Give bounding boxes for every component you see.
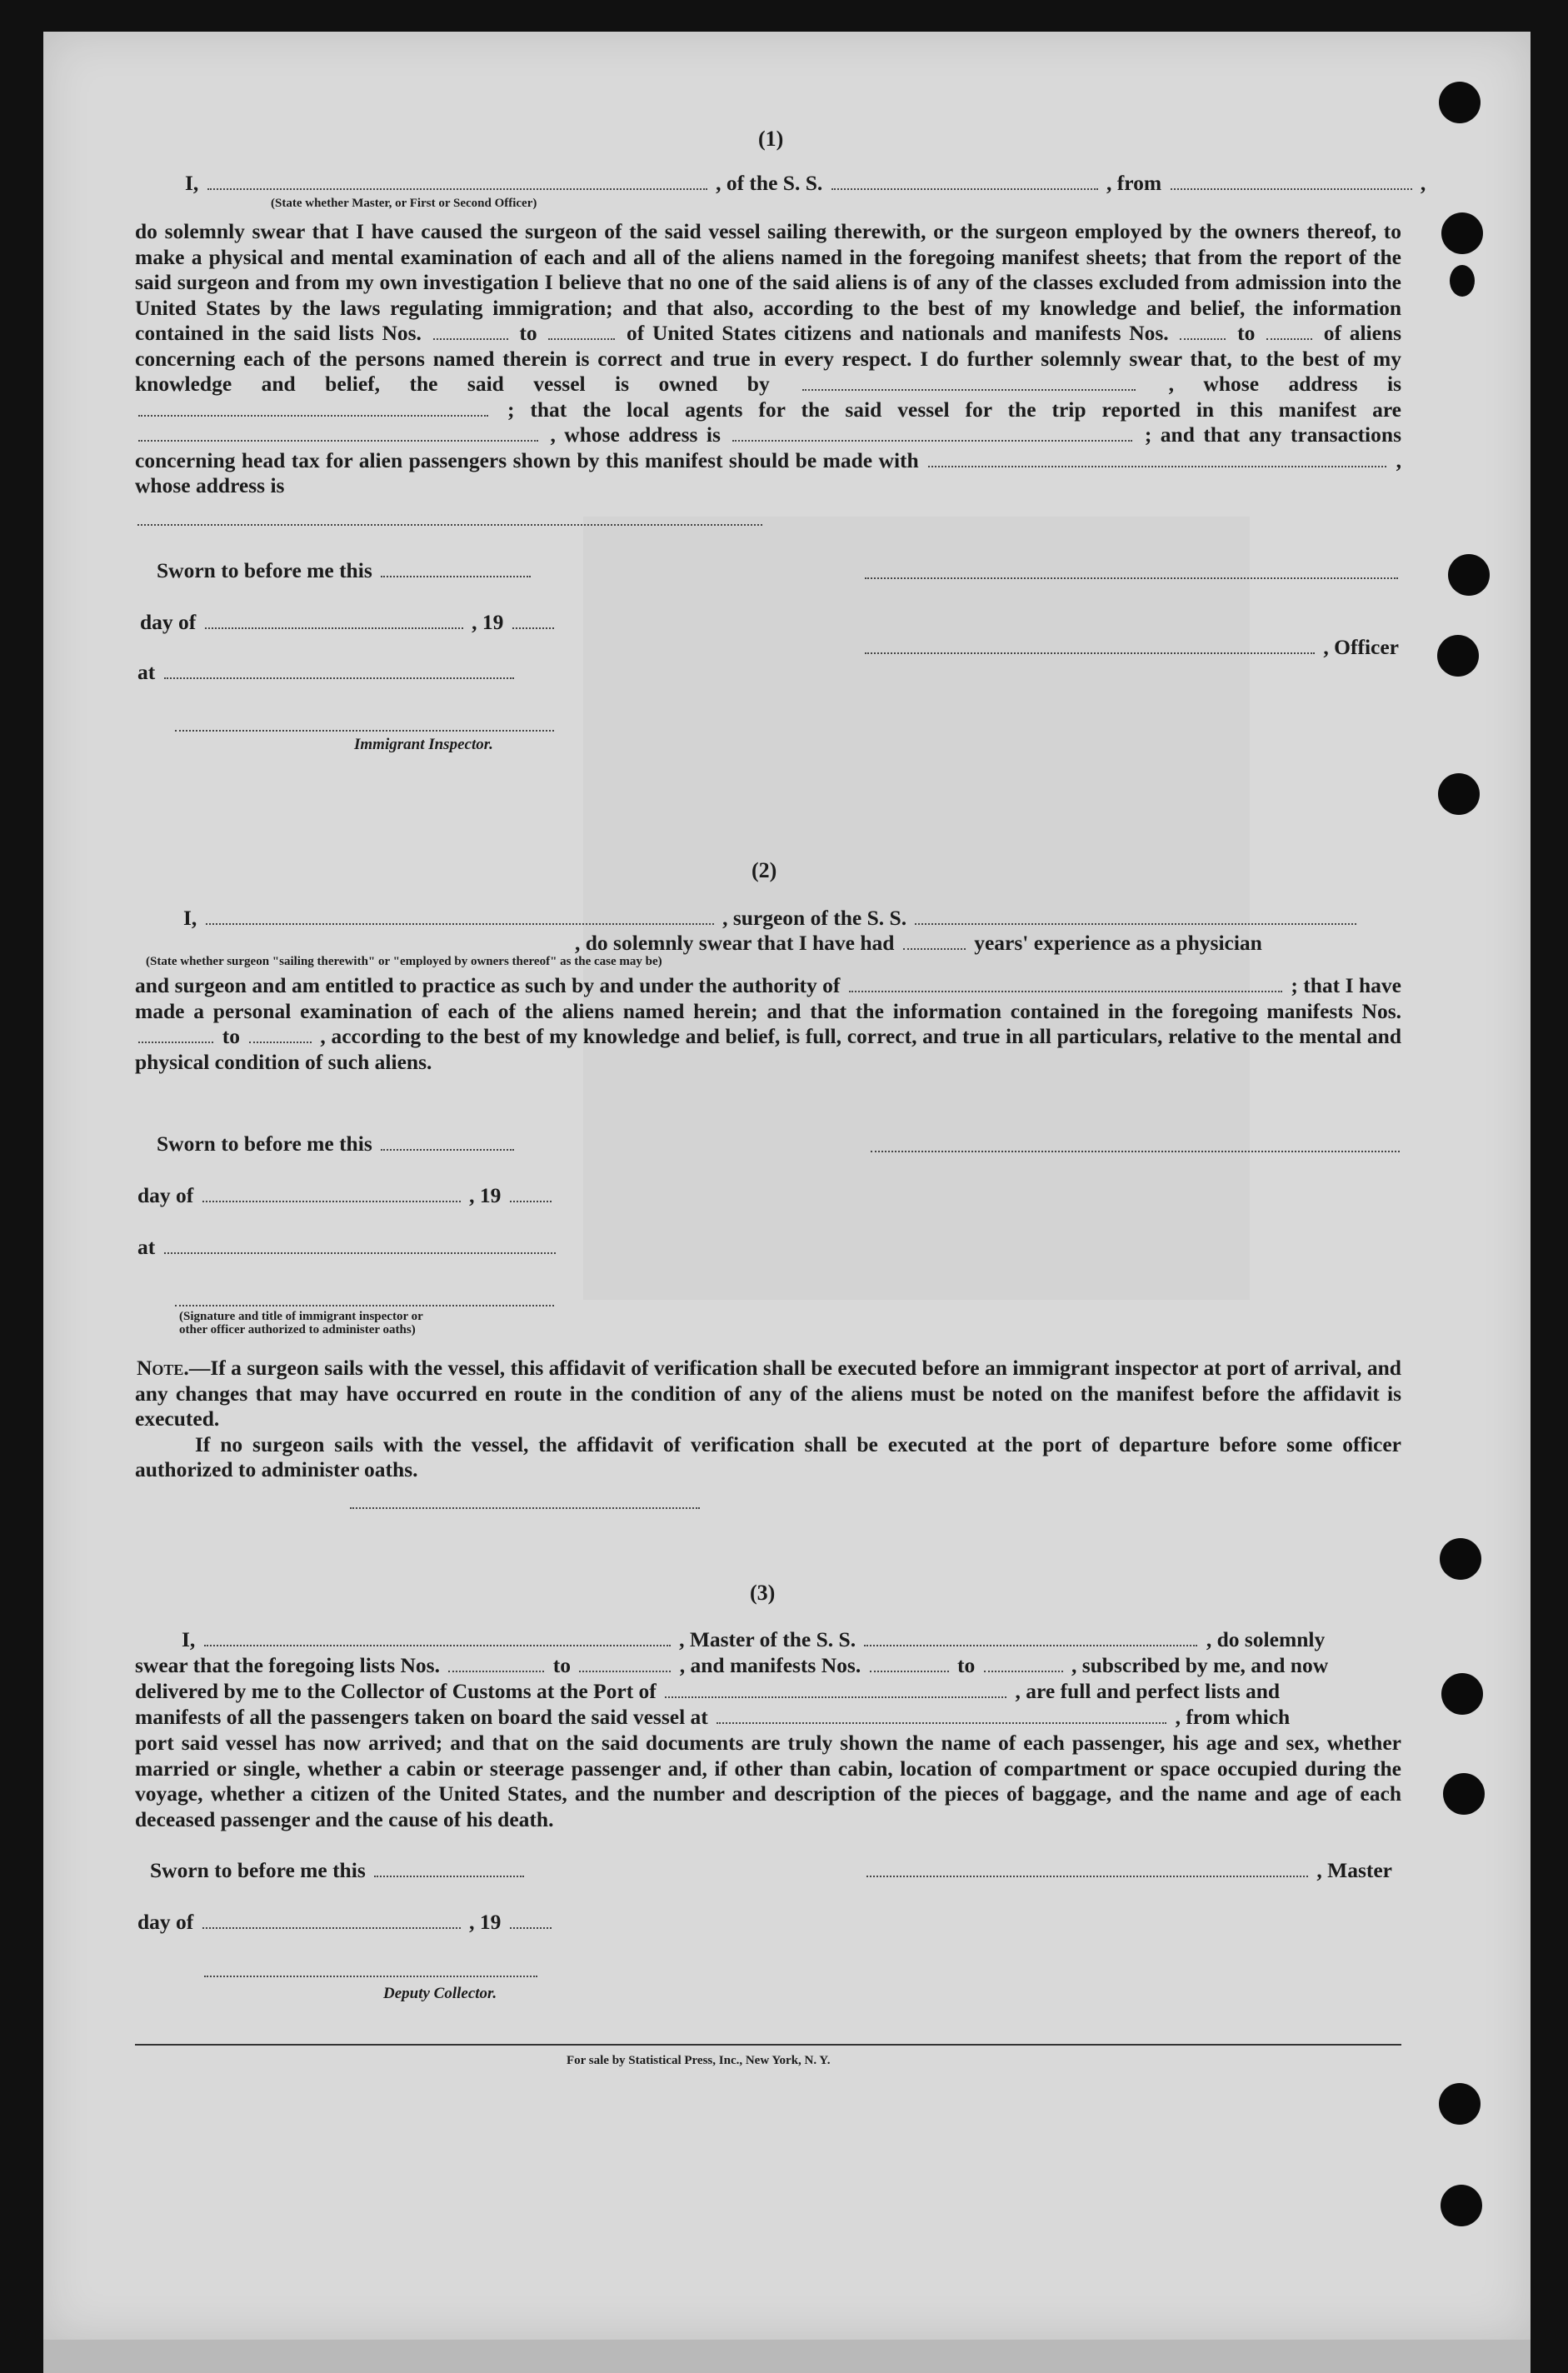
boarding-port-field[interactable] (717, 1721, 1166, 1724)
punch-hole (1441, 212, 1483, 254)
month-field[interactable] (205, 627, 463, 629)
signature-caption-2: other officer authorized to administer oaths) (179, 1323, 416, 1336)
punch-hole (1440, 1538, 1481, 1580)
officer-title-field[interactable] (865, 652, 1315, 654)
collector-port-field[interactable] (665, 1696, 1006, 1698)
manifests-from-field[interactable] (870, 1670, 949, 1672)
punch-hole (1438, 773, 1480, 815)
month-field-2[interactable] (202, 1200, 461, 1202)
section-2-number: (2) (752, 858, 777, 882)
section-1-line-1: I, , of the S. S. , from , (185, 171, 1426, 195)
note-label: Note. (137, 1356, 189, 1380)
authority-field[interactable] (849, 990, 1282, 992)
inspector-signature-line[interactable] (175, 729, 554, 732)
inspector-caption: Immigrant Inspector. (354, 736, 493, 753)
surgeon-name-field[interactable] (206, 922, 714, 925)
signature-caption-1: (Signature and title of immigrant inspector or (179, 1310, 423, 1323)
punch-hole (1443, 1773, 1485, 1815)
section-2-line-1: I, , surgeon of the S. S. (183, 906, 1360, 931)
alien-manifest-from-field[interactable] (1180, 337, 1226, 340)
local-agents-field[interactable] (138, 439, 538, 442)
location-field-2[interactable] (164, 1251, 556, 1254)
owner-address-field[interactable] (138, 414, 488, 417)
lists-to-field[interactable] (579, 1670, 671, 1672)
punch-hole (1441, 2185, 1482, 2226)
punch-hole (1439, 82, 1481, 123)
at-row-2: at (137, 1235, 559, 1260)
master-vessel-field[interactable] (864, 1644, 1197, 1646)
section-1-body: do solemnly swear that I have caused the surgeon of the said vessel sailing therewith, or the surgeon employed by the owners thereof, to make a physical and mental examination of each and all of the aliens named in the foregoing manifest sheets; that from the report of the said surgeon and from my own investigation I believe that no one of the said aliens is of any of the classes excluded from admission into the United States by the laws regulating immigration; and that also, according to the best of my knowledge and belief, the information contained in the said lists Nos. to of United States citizens and nationals and manifests Nos. to of aliens concerning each of the persons named therein is correct and true in every respect. I do further solemnly swear that, to the best of my knowledge and belief, the said vessel is owned by , whose address is ; that the local agents for the said vessel for the trip reported in this manifest are , whose address is ; and that any transactions concerning head tax for alien passengers shown by this manifest should be made with , whose address is (135, 219, 1402, 497)
section-3-line-3: delivered by me to the Collector of Customs at the Port of , are full and perfect lists and (135, 1679, 1281, 1703)
page-edge (43, 2340, 1531, 2373)
year-field-2[interactable] (510, 1200, 552, 1202)
section-3-line-1: I, , Master of the S. S. , do solemnly (182, 1627, 1326, 1651)
sworn-row-2: Sworn to before me this (157, 1132, 517, 1157)
sworn-row-1: Sworn to before me this (157, 558, 534, 583)
section-3-number: (3) (750, 1581, 776, 1605)
deputy-caption: Deputy Collector. (383, 1985, 497, 2002)
punch-hole (1439, 2083, 1481, 2125)
footer-rule (135, 2043, 1401, 2046)
section-3-line-2: swear that the foregoing lists Nos. to , and manifests Nos. to , subscribed by me, and now (135, 1653, 1329, 1677)
section-2-caption: (State whether surgeon "sailing therewith" or "employed by owners thereof" as the case may be) (146, 955, 662, 968)
manifest-to-field[interactable] (249, 1041, 312, 1043)
officer-row: , Officer (865, 635, 1399, 660)
day-of-row-2: day of , 19 (137, 1183, 555, 1208)
manifest-from-field[interactable] (138, 1041, 213, 1043)
master-signature-field[interactable] (866, 1875, 1308, 1877)
punch-hole (1450, 265, 1475, 297)
origin-port-field[interactable] (1171, 187, 1412, 190)
vessel-owner-field[interactable] (802, 388, 1136, 391)
surgeon-signature-line[interactable] (871, 1150, 1400, 1152)
authorized-officer-line[interactable] (175, 1304, 554, 1306)
officer-signature-line[interactable] (865, 577, 1398, 579)
section-1-number: (1) (758, 127, 784, 151)
master-row: , Master (866, 1858, 1392, 1883)
year-field-3[interactable] (510, 1926, 552, 1929)
day-of-row-3: day of , 19 (137, 1910, 555, 1935)
citizen-list-from-field[interactable] (433, 337, 508, 340)
section-1-caption: (State whether Master, or First or Second Officer) (271, 197, 537, 210)
footer-text: For sale by Statistical Press, Inc., New York, N. Y. (567, 2054, 831, 2067)
officer-name-field[interactable] (207, 187, 707, 190)
section-2-body: and surgeon and am entitled to practice as such by and under the authority of ; that I have made a personal examination of each of the aliens named herein; and that the information contained in the foregoing manifests Nos. to , according to the best of my knowledge and belief, is full, correct, and true in all particulars, relative to the mental and physical condition of such aliens. (135, 973, 1402, 1074)
alien-manifest-to-field[interactable] (1266, 337, 1312, 340)
lists-from-field[interactable] (448, 1670, 544, 1672)
sworn-date-field-3[interactable] (374, 1875, 524, 1877)
deputy-signature-line[interactable] (204, 1975, 537, 1977)
punch-hole (1448, 554, 1490, 596)
sworn-date-field[interactable] (381, 575, 531, 577)
sworn-date-field-2[interactable] (381, 1148, 514, 1151)
section-3-line-4: manifests of all the passengers taken on board the said vessel at , from which (135, 1705, 1291, 1729)
year-field[interactable] (512, 627, 554, 629)
address-continuation-line[interactable] (137, 523, 762, 526)
day-of-row-1: day of , 19 (140, 610, 557, 635)
citizen-list-to-field[interactable] (548, 337, 615, 340)
location-field[interactable] (164, 677, 514, 679)
sworn-row-3: Sworn to before me this (150, 1858, 527, 1883)
at-row-1: at (137, 660, 517, 685)
master-name-field[interactable] (204, 1644, 671, 1646)
section-2-line-2: , do solemnly swear that I have had years' experience as a physician (575, 931, 1262, 955)
years-experience-field[interactable] (903, 947, 966, 950)
surgeon-vessel-field[interactable] (915, 922, 1356, 925)
manifests-to-field[interactable] (984, 1670, 1063, 1672)
punch-hole (1437, 635, 1479, 677)
punch-hole (1441, 1673, 1483, 1715)
agents-address-field[interactable] (732, 439, 1132, 442)
vessel-name-field[interactable] (831, 187, 1098, 190)
note-block: Note.—If a surgeon sails with the vessel, this affidavit of verification shall be executed before an immigrant inspector at port of arrival, and any changes that may have occurred en route in the condition of any of the aliens must be noted on the manifest before the affidavit is executed. If no surgeon sails with the vessel, the affidavit of verification shall be executed at the port of departure before some officer authorized to administer oaths. (135, 1356, 1401, 1481)
section-3-body: port said vessel has now arrived; and that on the said documents are truly shown the name of each passenger, his age and sex, whether married or single, whether a cabin or steerage passenger and, if other than cabin, location of compartment or space occupied during the voyage, whether a citizen of the United States, and the number and description of the pieces of baggage, and the name and age of each deceased passenger and the cause of his death. (135, 1731, 1401, 1831)
month-field-3[interactable] (202, 1926, 461, 1929)
dotted-separator (350, 1506, 700, 1509)
head-tax-contact-field[interactable] (928, 465, 1386, 467)
